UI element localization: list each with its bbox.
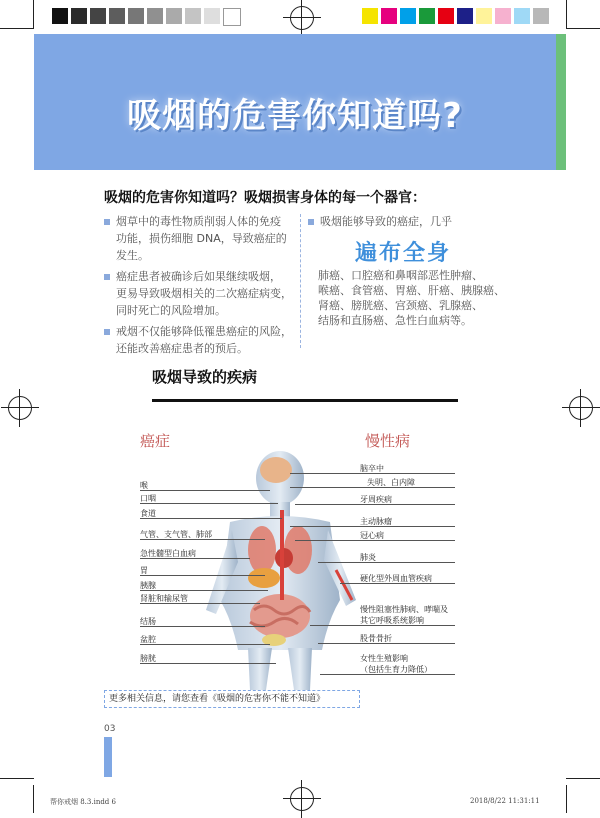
page-number: 03 <box>104 724 116 734</box>
color-swatch <box>476 8 492 24</box>
label-colon: 结肠 <box>140 617 156 626</box>
label-pneumonia: 肺炎 <box>360 553 376 562</box>
cancer-list-line: 肾癌、膀胱癌、宫颈癌、乳腺癌、 <box>318 299 483 312</box>
leader-line <box>140 590 268 591</box>
color-swatch <box>185 8 201 24</box>
label-aortic-aneurysm: 主动脉瘤 <box>360 517 392 526</box>
bullet-square-icon <box>104 329 110 335</box>
bullet-square-icon <box>104 274 110 280</box>
crop-mark <box>566 28 600 29</box>
label-fertility: （包括生育力降低） <box>360 665 432 674</box>
label-kidney: 肾脏和输尿管 <box>140 594 188 603</box>
bullet-immune <box>104 213 294 264</box>
aorta-icon <box>280 510 284 600</box>
label-hip-fracture: 股骨骨折 <box>360 634 392 643</box>
label-stroke: 脑卒中 <box>360 464 384 473</box>
label-leukemia: 急性髓型白血病 <box>140 549 196 558</box>
label-reproductive: 女性生殖影响 <box>360 654 408 663</box>
bullet-line: 癌症患者被确诊后如果继续吸烟， <box>116 270 281 283</box>
bullet-line: 烟草中的毒性物质削弱人体的免疫 <box>116 215 281 228</box>
bullet-line: 功能，损伤细胞 DNA，导致癌症的 <box>116 232 287 245</box>
leader-line <box>310 625 455 626</box>
color-swatch <box>71 8 87 24</box>
label-blindness: 失明、白内障 <box>367 478 415 487</box>
color-swatch <box>204 8 220 24</box>
label-coronary: 冠心病 <box>360 531 384 540</box>
leader-line <box>290 526 455 527</box>
leader-line <box>295 504 455 505</box>
lung-icon <box>248 526 276 574</box>
crop-mark <box>566 785 567 813</box>
leader-line <box>140 644 270 645</box>
crop-mark <box>0 28 34 29</box>
label-larynx: 喉 <box>140 481 148 490</box>
liver-icon <box>248 568 280 588</box>
color-swatch <box>147 8 163 24</box>
leg-shape <box>288 648 312 690</box>
page-tab-bar <box>104 737 112 777</box>
cancer-column-heading: 癌症 <box>140 432 171 450</box>
footer-filename: 帮你戒烟 8.3.indd 6 <box>50 798 116 806</box>
cancer-list-line: 结肠和直肠癌、急性白血病等。 <box>318 314 472 327</box>
cancer-list-line: 肺癌、口腔癌和鼻咽部恶性肿瘤、 <box>318 269 483 282</box>
label-periodontal: 牙周疾病 <box>360 495 392 504</box>
crop-mark <box>0 778 34 779</box>
color-swatch <box>166 8 182 24</box>
label-lung: 气管、支气管、肺部 <box>140 530 212 539</box>
color-swatch <box>362 8 378 24</box>
cancer-intro <box>308 213 528 230</box>
label-pelvis: 盆腔 <box>140 635 156 644</box>
leader-line <box>140 490 270 491</box>
column-divider <box>300 214 301 348</box>
section-title: 吸烟导致的疾病 <box>152 368 258 386</box>
footer-timestamp: 2018/8/22 11:31:11 <box>470 797 540 805</box>
reference-note: 更多相关信息，请您查看《吸烟的危害你不能不知道》 <box>104 690 360 708</box>
bullet-square-icon <box>104 219 110 225</box>
cancer-list <box>318 268 518 328</box>
label-pancreas: 胰腺 <box>140 581 156 590</box>
color-swatch <box>128 8 144 24</box>
bullet-secondary-cancer <box>104 268 300 319</box>
label-stomach: 胃 <box>140 566 148 575</box>
color-swatch <box>514 8 530 24</box>
label-respiratory: 其它呼吸系统影响 <box>360 616 424 625</box>
crop-mark <box>566 0 567 28</box>
leader-line <box>140 539 265 540</box>
leader-line <box>140 575 265 576</box>
leader-line <box>295 540 455 541</box>
leader-line <box>318 562 455 563</box>
registration-mark <box>569 396 593 420</box>
color-swatch <box>52 8 68 24</box>
label-vascular: 硬化型外周血管疾病 <box>360 574 432 583</box>
label-bladder: 膀胱 <box>140 654 156 663</box>
label-copd: 慢性阻塞性肺病、哮喘及 <box>360 605 448 614</box>
label-esophagus: 食道 <box>140 509 156 518</box>
bullet-line: 戒烟不仅能够降低罹患癌症的风险， <box>116 325 292 338</box>
registration-mark <box>8 396 32 420</box>
leader-line <box>290 473 455 474</box>
leader-line <box>290 487 455 488</box>
color-swatch <box>438 8 454 24</box>
leg-shape <box>248 648 272 690</box>
color-swatch <box>223 8 241 26</box>
emphasis-text: 遍布全身 <box>355 241 452 266</box>
page-title: 吸烟的危害你知道吗? <box>127 96 463 136</box>
intro-text: 吸烟能够导致的癌症，几乎 <box>320 215 452 228</box>
subheading: 吸烟的危害你知道吗？吸烟损害身体的每一个器官： <box>104 190 426 206</box>
intestine-icon <box>250 594 310 638</box>
leader-line <box>318 643 455 644</box>
registration-mark <box>290 6 314 30</box>
color-swatch <box>533 8 549 24</box>
color-swatch <box>109 8 125 24</box>
leader-line <box>140 663 276 664</box>
color-swatch <box>457 8 473 24</box>
leader-line <box>140 603 260 604</box>
anatomy-figure <box>200 450 360 690</box>
banner-edge-strip <box>556 34 566 170</box>
cancer-list-line: 喉癌、食管癌、胃癌、肝癌、胰腺癌、 <box>318 284 505 297</box>
color-swatch <box>400 8 416 24</box>
section-rule <box>152 399 458 402</box>
bullet-line: 发生。 <box>116 249 149 262</box>
leader-line <box>140 626 265 627</box>
registration-mark <box>290 787 314 811</box>
bullet-line: 还能改善癌症患者的预后。 <box>116 342 248 355</box>
leader-line <box>140 558 250 559</box>
crop-mark <box>566 778 600 779</box>
color-swatch <box>381 8 397 24</box>
leader-line <box>140 518 282 519</box>
brain-icon <box>260 457 292 483</box>
bullet-line: 同时死亡的风险增加。 <box>116 304 226 317</box>
color-swatch <box>419 8 435 24</box>
leader-line <box>320 674 455 675</box>
color-swatch <box>495 8 511 24</box>
color-swatch <box>90 8 106 24</box>
leader-line <box>340 583 455 584</box>
chronic-column-heading: 慢性病 <box>365 432 411 450</box>
bullet-square-icon <box>308 219 314 225</box>
label-oropharynx: 口咽 <box>140 494 156 503</box>
crop-mark <box>33 0 34 28</box>
bullet-quit <box>104 323 300 357</box>
leader-line <box>140 503 278 504</box>
bullet-line: 更易导致吸烟相关的二次癌症病变， <box>116 287 292 300</box>
crop-mark <box>33 785 34 813</box>
